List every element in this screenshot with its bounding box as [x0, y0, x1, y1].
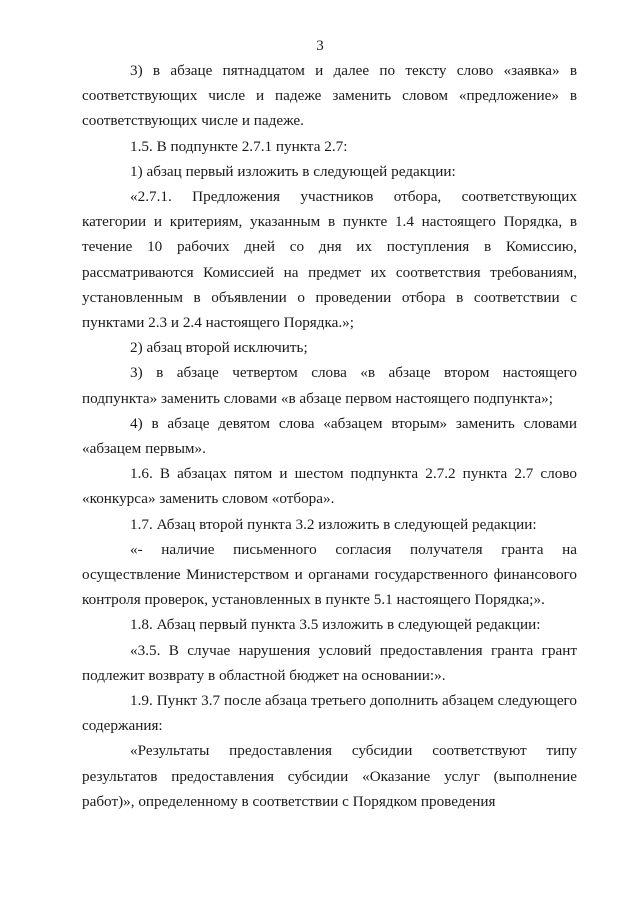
paragraph-item-3-fourth-abzac: 3) в абзаце четвертом слова «в абзаце втором настоящего подпункта» заменить словами «в абзаце первом настоящего подпункта»; — [82, 364, 577, 407]
paragraph-item-4-ninth-abzac: 4) в абзаце девятом слова «абзацем вторым» заменить словами «абзацем первым». — [82, 414, 577, 458]
paragraph-1-9: 1.9. Пункт 3.7 после абзаца третьего дополнить абзацем следующего содержания: — [82, 692, 577, 735]
paragraph-quote-3-5: «3.5. В случае нарушения условий предоставления гранта грант подлежит возврату в областной бюджет на основании:». — [82, 641, 577, 684]
paragraph-item-2-exclude: 2) абзац второй исключить; — [130, 339, 308, 357]
paragraph-1-7: 1.7. Абзац второй пункта 3.2 изложить в следующей редакции: — [130, 515, 537, 533]
paragraph-quote-results: «Результаты предоставления субсидии соответствуют типу результатов предоставления субсидии «Оказание услуг (выполнение работ)», определенному в соответствии с Порядком проведения — [82, 742, 577, 810]
paragraph-item-1-first-abzac: 1) абзац первый изложить в следующей редакции: — [130, 162, 456, 180]
paragraph-item-3-replace-zayavka: 3) в абзаце пятнадцатом и далее по тексту слово «заявка» в соответствующих числе и падеже заменить словом «предложение» в соответствующих числе и падеже. — [82, 62, 577, 130]
paragraph-1-8: 1.8. Абзац первый пункта 3.5 изложить в следующей редакции: — [130, 616, 541, 634]
document-body — [82, 58, 577, 814]
paragraph-1-6: 1.6. В абзацах пятом и шестом подпункта 2.7.2 пункта 2.7 слово «конкурса» заменить словом «отбора». — [82, 465, 577, 508]
paragraph-1-5-heading: 1.5. В подпункте 2.7.1 пункта 2.7: — [130, 137, 348, 155]
page-number: 3 — [316, 38, 324, 54]
paragraph-quote-consent: «- наличие письменного согласия получателя гранта на осуществление Министерством и органами государственного финансового контроля проверок, установленных в пункте 5.1 настоящего Порядка;». — [82, 540, 577, 609]
paragraph-quote-2-7-1: «2.7.1. Предложения участников отбора, соответствующих категории и критериям, указанным в пункте 1.4 настоящего Порядка, в течение 10 рабочих дней со дня их поступления в Комиссию, рассматриваются Комиссией на предмет их соответствия требованиям, установленным в объявлении о проведении отбора в соответствии с пунктами 2.3 и 2.4 настоящего Порядка.»; — [82, 188, 577, 332]
